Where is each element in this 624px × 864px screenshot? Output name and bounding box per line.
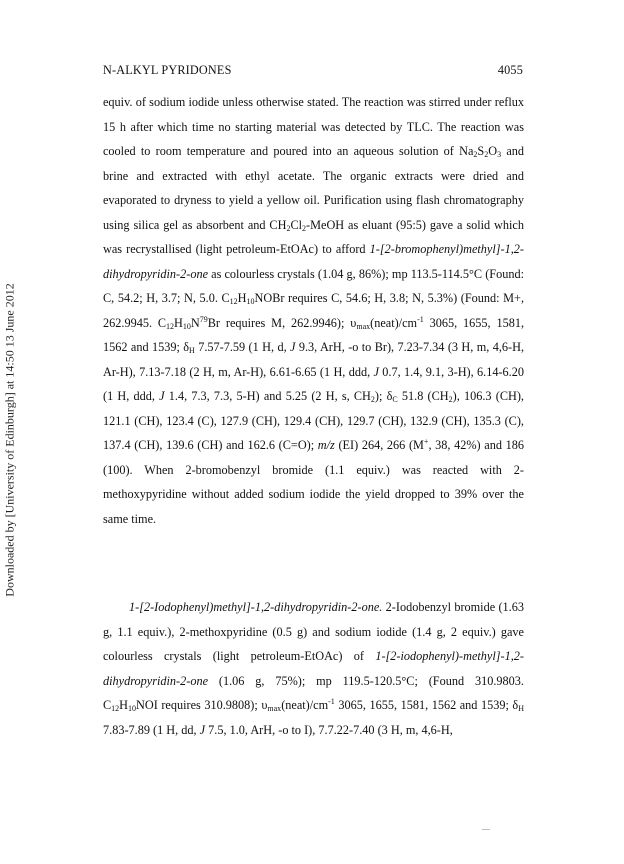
- text-run: NOBr requires C, 54.6; H, 3.8; N, 5.3%) (Found: M+, 262.9945. C: [103, 291, 525, 330]
- subscript: max: [356, 321, 371, 331]
- text-run: -MeOH as eluant (95:5) gave a solid which was recrystallised (light petroleum-EtOAc) to afford: [103, 217, 524, 256]
- text-run: H: [119, 698, 129, 712]
- subscript: 2: [484, 150, 489, 159]
- text-run: equiv. of sodium iodide unless otherwise stated. The reaction was stirred under reflux 15 h after which time no starting material was detected by TLC. The reaction was cooled to room temperature and poured into an aqueous solution of Na: [103, 95, 524, 158]
- subscript: 10: [182, 321, 191, 331]
- text-run: O: [488, 144, 498, 158]
- text-run: (neat)/cm: [281, 698, 329, 712]
- text-run: 1.4, 7.3, 7.3, 5-H) and 5.25 (2 H, s, CH: [164, 389, 371, 403]
- subscript: 2: [448, 395, 453, 404]
- subscript: H: [189, 346, 195, 355]
- text-run: NOI requires 310.9808); υ: [136, 698, 268, 712]
- paragraph-text: [103, 90, 524, 531]
- superscript: 79: [199, 314, 208, 324]
- text-run: Cl: [290, 217, 303, 232]
- text-run: (EI) 264, 266 (M: [334, 438, 424, 452]
- compound-heading-italic: 1-[2-Iodophenyl)methyl]-1,2-dihydropyridin-2-one.: [129, 600, 383, 614]
- subscript: 3: [497, 150, 502, 159]
- subscript: 2: [370, 395, 375, 404]
- page-number: 4055: [497, 63, 523, 77]
- mass-spec-symbol: m/z: [317, 438, 335, 452]
- subscript: 2: [473, 150, 478, 159]
- subscript: H: [518, 704, 524, 713]
- text-run: , 38, 42%) and 186 (100). When 2-bromobenzyl bromide (1.1 equiv.) was reacted with 2-methoxypyridine without added sodium iodide the yield dropped to 39% over the same time.: [103, 438, 524, 526]
- subscript: 12: [229, 297, 238, 306]
- text-run: S: [477, 144, 485, 158]
- text-run: (neat)/cm: [370, 315, 418, 330]
- subscript: 10: [128, 704, 137, 713]
- superscript: -1: [417, 314, 424, 324]
- experimental-paragraph-bromo: [103, 90, 524, 531]
- subscript: 12: [111, 704, 120, 713]
- superscript: -1: [328, 697, 335, 706]
- text-run: H: [174, 315, 183, 330]
- compound-name-italic: 1-[2-bromophenyl)methyl]-1,2-dihydropyridin-2-one: [103, 242, 524, 281]
- text-run: N: [190, 315, 200, 330]
- compound-name-italic: 1-[2-iodophenyl)-methyl]-1,2-dihydropyridin-2-one: [103, 649, 524, 688]
- coupling-constant-symbol: J: [373, 364, 379, 379]
- subscript: 2: [286, 223, 291, 233]
- text-run: 7.5, 1.0, ArH, -o to I), 7.7.22-7.40 (3 H, m, 4,6-H,: [205, 722, 453, 737]
- running-title: N-ALKYL PYRIDONES: [103, 63, 232, 77]
- text-run: 7.57-7.59 (1 H, d,: [194, 340, 291, 354]
- text-run: 3065, 1655, 1581, 1562 and 1539; δ: [334, 698, 519, 712]
- running-header: [103, 63, 523, 81]
- superscript: +: [423, 437, 429, 446]
- text-run: Br requires M, 262.9946); υ: [207, 315, 357, 330]
- text-run: 0.7, 1.4, 9.1, 3-H), 6.14-6.20 (1 H, ddd,: [103, 364, 524, 403]
- subscript: 10: [246, 297, 255, 306]
- coupling-constant-symbol: J: [199, 722, 206, 737]
- coupling-constant-symbol: J: [290, 340, 296, 354]
- text-run: as colourless crystals (1.04 g, 86%); mp 113.5-114.5°C (Found: C, 54.2; H, 3.7; N, 5.0. C: [103, 266, 524, 305]
- paragraph-text: [103, 595, 524, 742]
- subscript: 2: [302, 223, 307, 233]
- text-run: H: [237, 291, 247, 305]
- download-watermark: [2, 245, 18, 635]
- experimental-paragraph-iodo: [103, 595, 524, 742]
- subscript: C: [392, 395, 398, 404]
- text-run: (1.06 g, 75%); mp 119.5-120.5°C; (Found 310.9803. C: [103, 673, 524, 712]
- text-run: 51.8 (CH: [397, 389, 449, 403]
- subscript: max: [267, 704, 282, 713]
- text-run: 2-Iodobenzyl bromide (1.63 g, 1.1 equiv.), 2-methoxpyridine (0.5 g) and sodium iodide (1.4 g, 2 equiv.) gave colourless crystals (light petroleum-EtOAc) of: [103, 600, 524, 663]
- text-run: ), 106.3 (CH), 121.1 (CH), 123.4 (C), 127.9 (CH), 129.4 (CH), 129.7 (CH), 132.9 (CH), 135.3 (C), 137.4 (CH), 139.6 (CH) and 162.6 (C=O);: [103, 389, 524, 452]
- text-run: and brine and extracted with ethyl acetate. The organic extracts were dried and evaporated to dryness to yield a yellow oil. Purification using flash chromatography using silica gel as absorbent and CH: [103, 144, 525, 232]
- scan-speck: [482, 829, 490, 830]
- subscript: 12: [166, 321, 175, 331]
- text-run: 9.3, ArH, -o to Br), 7.23-7.34 (3 H, m, 4,6-H, Ar-H), 7.13-7.18 (2 H, m, Ar-H), 6.61-6.65 (1 H, ddd,: [103, 340, 525, 379]
- text-run: ); δ: [374, 389, 393, 403]
- text-run: 7.83-7.89 (1 H, dd,: [103, 722, 200, 737]
- download-watermark-text: Downloaded by [University of Edinburgh] at 14:50 13 June 2012: [2, 283, 17, 597]
- coupling-constant-symbol: J: [159, 389, 165, 403]
- text-run: 3065, 1655, 1581, 1562 and 1539; δ: [103, 315, 524, 354]
